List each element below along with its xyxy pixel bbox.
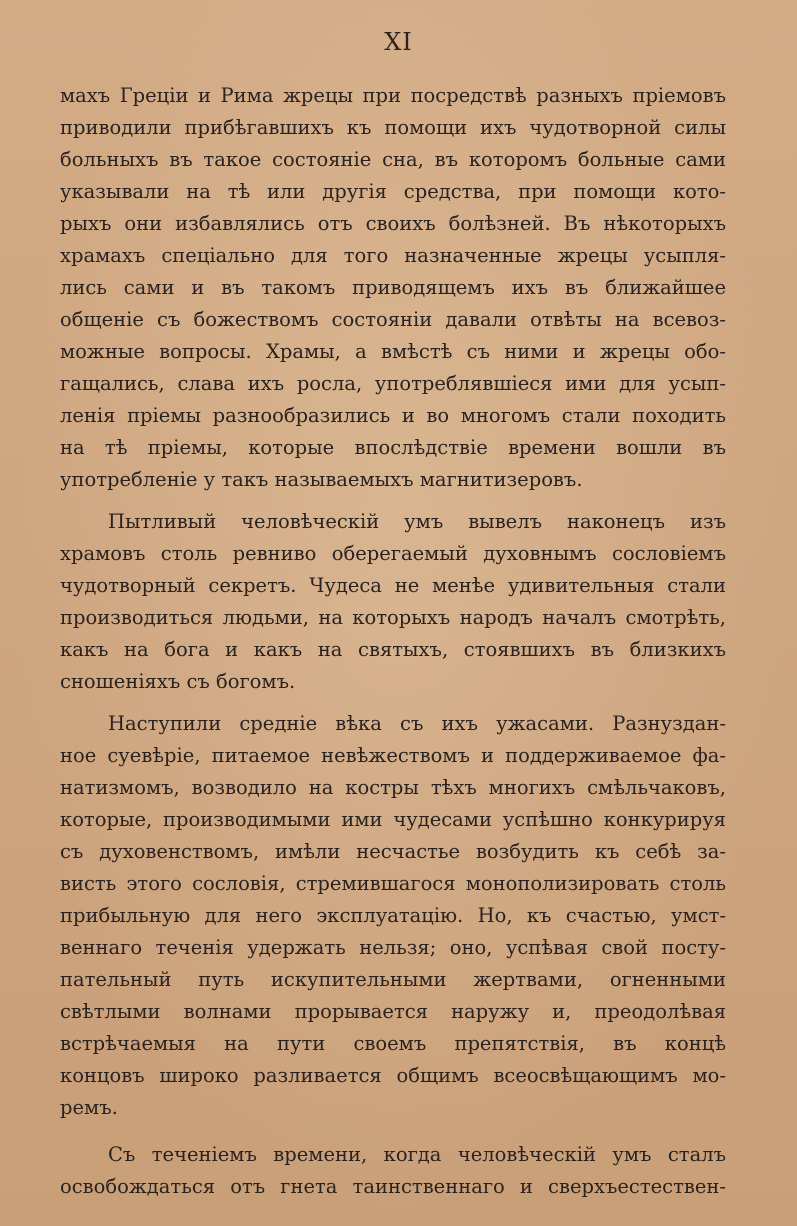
paragraph-gap [60, 496, 726, 506]
text-line: Наступили средніе вѣка съ ихъ ужасами. Разнуздан- [108, 712, 726, 735]
paragraph-gap [60, 698, 726, 708]
text-line: сношеніяхъ съ богомъ. [60, 670, 296, 693]
text-line: встрѣчаемыя на пути своемъ препятствія, въ концѣ [60, 1032, 726, 1055]
text-line: общеніе съ божествомъ состояніи давали отвѣты на всевоз- [60, 308, 726, 331]
text-line: лись сами и въ такомъ приводящемъ ихъ въ ближайшее [60, 276, 726, 299]
text-line: ремъ. [60, 1096, 118, 1119]
text-line: съ духовенствомъ, имѣли несчастье возбудить къ себѣ за- [60, 840, 726, 863]
text-line: чудотворный секретъ. Чудеса не менѣе удивительныя стали [60, 574, 726, 597]
text-line: какъ на бога и какъ на святыхъ, стоявшихъ въ близкихъ [60, 638, 726, 661]
text-line: пательный путь искупительными жертвами, огненными [60, 968, 726, 991]
text-line: на тѣ пріемы, которые впослѣдствіе времени вошли въ [60, 436, 726, 459]
text-line: свѣтлыми волнами прорывается наружу и, преодолѣвая [60, 1000, 726, 1023]
text-line: ное суевѣріе, питаемое невѣжествомъ и поддерживаемое фа- [60, 744, 726, 767]
text-line: махъ Греціи и Рима жрецы при посредствѣ разныхъ пріемовъ [60, 84, 726, 107]
page-number: XI [384, 28, 413, 56]
text-line: Съ теченіемъ времени, когда человѣческій умъ сталъ [108, 1143, 726, 1166]
text-line: Пытливый человѣческій умъ вывелъ наконецъ изъ [108, 510, 726, 533]
body-text [60, 80, 726, 1203]
text-line: прибыльную для него эксплуатацію. Но, къ счастью, умст- [60, 904, 726, 927]
text-line: храмовъ столь ревниво оберегаемый духовнымъ сословіемъ [60, 542, 726, 565]
text-line: концовъ широко разливается общимъ всеосвѣщающимъ мо- [60, 1064, 726, 1087]
paragraph-gap [60, 1124, 726, 1139]
text-line: ленія пріемы разнообразились и во многомъ стали походить [60, 404, 726, 427]
paragraph-2 [60, 506, 726, 698]
text-line: можные вопросы. Храмы, а вмѣстѣ съ ними и жрецы обо- [60, 340, 726, 363]
text-line: больныхъ въ такое состояніе сна, въ которомъ больные сами [60, 148, 726, 171]
text-line: храмахъ спеціально для того назначенные жрецы усыпля- [60, 244, 726, 267]
text-line: освобождаться отъ гнета таинственнаго и сверхъестествен- [60, 1175, 726, 1198]
text-line: веннаго теченія удержать нельзя; оно, успѣвая свой посту- [60, 936, 726, 959]
text-line: которые, производимыми ими чудесами успѣшно конкурируя [60, 808, 726, 831]
paragraph-3 [60, 708, 726, 1124]
text-line: приводили прибѣгавшихъ къ помощи ихъ чудотворной силы [60, 116, 726, 139]
text-line: висть этого сословія, стремившагося монополизировать столь [60, 872, 726, 895]
text-line: указывали на тѣ или другія средства, при помощи кото- [60, 180, 726, 203]
text-line: гащались, слава ихъ росла, употреблявшіеся ими для усып- [60, 372, 726, 395]
paragraph-1 [60, 80, 726, 496]
text-line: натизмомъ, возводило на костры тѣхъ многихъ смѣльчаковъ, [60, 776, 726, 799]
text-line: производиться людьми, на которыхъ народъ началъ смотрѣть, [60, 606, 726, 629]
text-line: употребленіе у такъ называемыхъ магнитизеровъ. [60, 468, 583, 491]
text-line: рыхъ они избавлялись отъ своихъ болѣзней. Въ нѣкоторыхъ [60, 212, 726, 235]
paragraph-4 [60, 1139, 726, 1203]
